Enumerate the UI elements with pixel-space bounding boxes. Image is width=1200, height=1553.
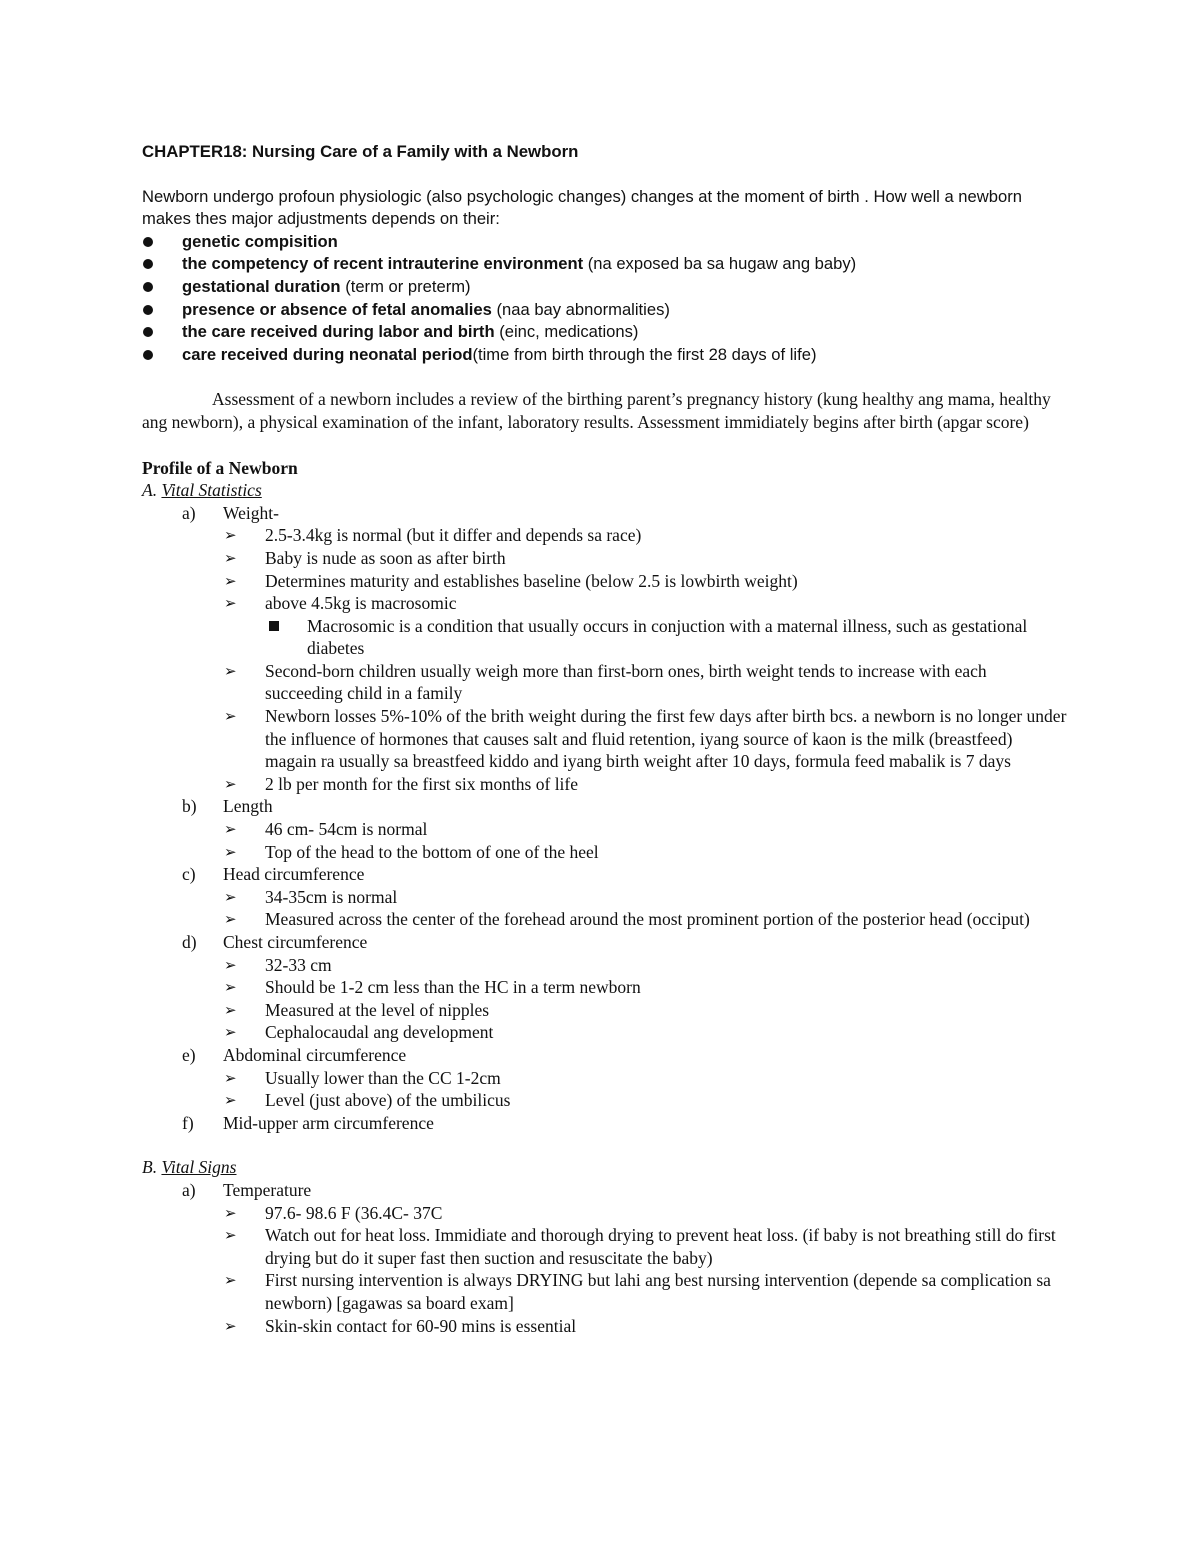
sub-point [142,886,1067,909]
outline-label: Head circumference [223,864,365,885]
arrow-bullet-icon: ➢ [224,978,237,997]
assessment-paragraph: Assessment of a newborn includes a review of the birthing parent’s pregnancy history (kung healthy ang mama, healthy ang newborn), a physical examination of the infant, laboratory results. Assessment immidiately begins after birth (apgar score) [142,389,1051,432]
section-prefix: A. [142,480,162,501]
arrow-bullet-icon: ➢ [224,526,237,545]
section-title: Vital Signs [161,1157,237,1178]
sub-point [142,705,1067,773]
factor-term: presence or absence of fetal anomalies [182,299,492,319]
outline-item [142,795,1067,818]
outline-marker: e) [182,1044,196,1065]
sub-point [142,908,1067,931]
sub-point-text: Level (just above) of the umbilicus [265,1090,511,1111]
outline-marker: a) [182,502,196,523]
factor-item [142,344,1067,367]
factor-note: (term or preterm) [340,276,471,296]
sub-point-text: Top of the head to the bottom of one of the heel [265,841,599,862]
factor-item [142,253,1067,276]
sub-point-text: First nursing intervention is always DRYING but lahi ang best nursing intervention (depende sa complication sa newborn) [gagawas sa board exam] [265,1270,1051,1313]
sub-point [142,1315,1067,1338]
sub-point [142,976,1067,999]
intro-paragraph: Newborn undergo profoun physiologic (also psychologic changes) changes at the moment of birth . How well a newborn makes thes major adjustments depends on their: [142,186,1022,229]
outline-item [142,1044,1067,1067]
sub-point-text: Measured across the center of the forehead around the most prominent portion of the posterior head (occiput) [265,909,1030,930]
bullet-dot-icon [143,259,153,269]
section-title: Vital Statistics [161,480,262,501]
section-b-list [142,1179,1067,1337]
arrow-bullet-icon: ➢ [224,774,237,793]
sub-point [142,999,1067,1022]
sub-point-text: Usually lower than the CC 1-2cm [265,1067,501,1088]
arrow-bullet-icon: ➢ [224,548,237,567]
sub-point-text: Newborn losses 5%-10% of the brith weight during the first few days after birth bcs. a newborn is no longer under the influence of hormones that causes salt and fluid retention, iyang source of kaon is the milk (breastfeed) magain ra usually sa breastfeed kiddo and iyang birth weight after 10 days, formula feed mabalik is 7 days [265,706,1067,772]
sub-point [142,547,1067,570]
outline-label: Length [223,796,273,817]
section-prefix: B. [142,1157,162,1178]
sub-point-text: Baby is nude as soon as after birth [265,547,506,568]
factor-item [142,276,1067,299]
arrow-bullet-icon: ➢ [224,1023,237,1042]
outline-label: Temperature [223,1179,312,1200]
detail-point [142,615,1067,660]
bullet-dot-icon [143,327,153,337]
factor-note: (naa bay abnormalities) [491,299,670,319]
sub-point [142,1269,1067,1314]
arrow-bullet-icon: ➢ [224,1068,237,1087]
detail-point-text: Macrosomic is a condition that usually occurs in conjuction with a maternal illness, such as gestational diabetes [307,615,1028,659]
document-content [142,141,1067,1337]
bullet-dot-icon [143,282,153,292]
factor-item [142,231,1067,254]
outline-label: Weight- [223,502,279,523]
sub-point [142,592,1067,615]
factor-term: the competency of recent intrauterine environment [182,254,584,274]
sub-point [142,660,1067,705]
outline-marker: a) [182,1179,196,1200]
outline-label: Mid-upper arm circumference [223,1112,434,1133]
arrow-bullet-icon: ➢ [224,1203,237,1222]
factor-note: (time from birth through the first 28 days of life) [472,344,817,364]
factor-item [142,321,1067,344]
bullet-dot-icon [143,350,153,360]
sub-point-text: 32-33 cm [265,954,332,975]
arrow-bullet-icon: ➢ [224,594,237,613]
sub-point [142,1202,1067,1225]
factor-note: (einc, medications) [494,322,639,342]
outline-item [142,1112,1067,1135]
sub-point-text: above 4.5kg is macrosomic [265,593,457,614]
sub-point-text: 97.6- 98.6 F (36.4C- 37C [265,1202,443,1223]
arrow-bullet-icon: ➢ [224,910,237,929]
outline-item [142,863,1067,886]
factor-note: (na exposed ba sa hugaw ang baby) [583,254,857,274]
sub-point [142,524,1067,547]
outline-label: Chest circumference [223,932,368,952]
outline-item [142,931,1067,954]
outline-marker: d) [182,932,197,952]
square-bullet-icon [269,621,279,631]
sub-point-text: 46 cm- 54cm is normal [265,819,428,840]
sub-point [142,1089,1067,1112]
bullet-dot-icon [143,237,153,247]
outline-marker: b) [182,796,197,817]
chapter-title: CHAPTER18: Nursing Care of a Family with a Newborn [142,142,579,161]
sub-point [142,818,1067,841]
factor-term: gestational duration [182,276,341,296]
outline-item [142,502,1067,525]
sub-point [142,1021,1067,1044]
sub-point [142,773,1067,796]
factor-term: the care received during labor and birth [182,322,495,342]
sub-point-text: Watch out for heat loss. Immidiate and thorough drying to prevent heat loss. (if baby is not breathing still do first drying but do it super fast then suction and resuscitate the baby) [265,1225,1056,1268]
factor-item [142,299,1067,322]
profile-heading: Profile of a Newborn [142,457,298,478]
outline-marker: f) [182,1112,194,1133]
sub-point-text: Should be 1-2 cm less than the HC in a term newborn [265,977,641,998]
arrow-bullet-icon: ➢ [224,661,237,680]
sub-point [142,841,1067,864]
outline-label: Abdominal circumference [223,1044,407,1065]
sub-point-text: Skin-skin contact for 60-90 mins is essential [265,1315,577,1336]
sub-point-text: Determines maturity and establishes baseline (below 2.5 is lowbirth weight) [265,570,798,591]
sub-point-text: 2.5-3.4kg is normal (but it differ and depends sa race) [265,525,642,546]
arrow-bullet-icon: ➢ [224,707,237,726]
section-b-heading [142,1156,1067,1179]
sub-point-text: Cephalocaudal ang development [265,1022,494,1043]
arrow-bullet-icon: ➢ [224,1316,237,1335]
section-a-list [142,502,1067,1135]
sub-point-text: 2 lb per month for the first six months of life [265,773,579,794]
factor-term: genetic compisition [182,231,338,251]
sub-point [142,1224,1067,1269]
sub-point [142,954,1067,977]
arrow-bullet-icon: ➢ [224,820,237,839]
factor-list [142,231,1067,367]
factor-term: care received during neonatal period [182,344,473,364]
arrow-bullet-icon: ➢ [224,1271,237,1290]
sub-point [142,570,1067,593]
sub-point-text: 34-35cm is normal [265,886,398,907]
outline-marker: c) [182,864,196,885]
arrow-bullet-icon: ➢ [224,1000,237,1019]
bullet-dot-icon [143,305,153,315]
arrow-bullet-icon: ➢ [224,1226,237,1245]
section-a-heading [142,479,1067,502]
outline-item [142,1179,1067,1202]
arrow-bullet-icon: ➢ [224,842,237,861]
sub-point [142,1067,1067,1090]
sub-point-text: Second-born children usually weigh more than first-born ones, birth weight tends to increase with each succeeding child in a family [265,660,987,704]
arrow-bullet-icon: ➢ [224,571,237,590]
arrow-bullet-icon: ➢ [224,1091,237,1110]
arrow-bullet-icon: ➢ [224,955,237,974]
sub-point-text: Measured at the level of nipples [265,999,490,1020]
arrow-bullet-icon: ➢ [224,887,237,906]
